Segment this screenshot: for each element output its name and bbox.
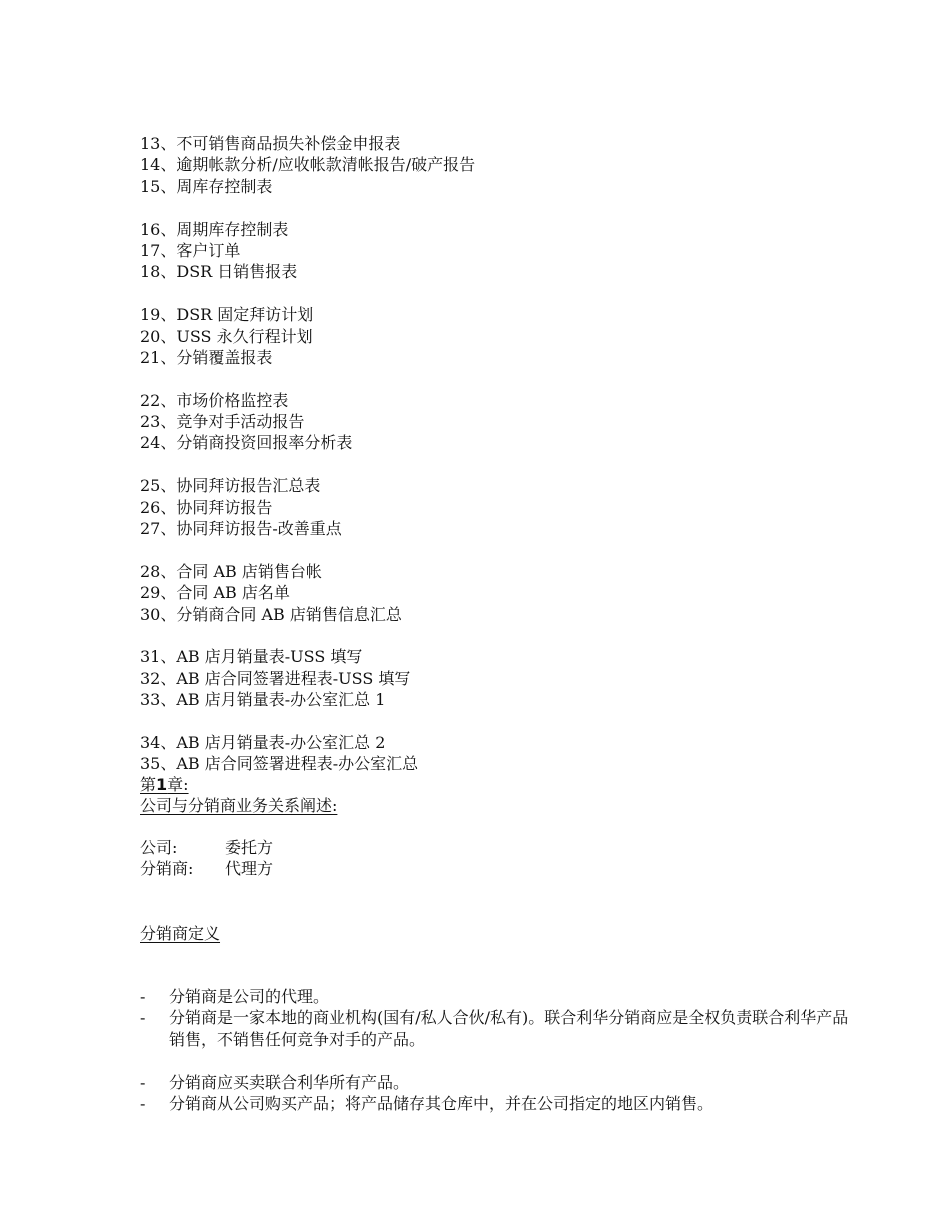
list-item: 25、协同拜访报告汇总表 — [140, 476, 321, 496]
list-item: 16、周期库存控制表 — [140, 219, 289, 239]
definition-bullets — [140, 986, 860, 1114]
company-label: 公司: — [140, 838, 178, 857]
list-item: 34、AB 店月销量表-办公室汇总 2 — [140, 732, 386, 752]
chapter-number: 1 — [156, 775, 168, 794]
list-item: 32、AB 店合同签署进程表-USS 填写 — [140, 668, 411, 688]
bullet-dash: - — [140, 1072, 146, 1092]
distributor-label: 分销商: — [140, 859, 194, 879]
blank-line — [140, 1050, 860, 1071]
distributor-role: 代理方 — [225, 859, 274, 879]
list-item: 19、DSR 固定拜访计划 — [140, 305, 314, 325]
bullet-text: 分销商是一家本地的商业机构(国有/私人合伙/私有)。联合利华分销商应是全权负责联合利华产品销售，不销售任何竞争对手的产品。 — [169, 1008, 849, 1049]
bullet-dash: - — [140, 1008, 146, 1028]
list-item: 18、DSR 日销售报表 — [140, 262, 298, 282]
chapter-heading — [140, 774, 860, 817]
list-item: 28、合同 AB 店销售台帐 — [140, 561, 322, 581]
blank-line — [140, 368, 860, 389]
bullet-item — [140, 1007, 860, 1050]
list-item: 17、客户订单 — [140, 240, 241, 260]
parties-block — [140, 837, 860, 880]
list-item: 15、周库存控制表 — [140, 176, 273, 196]
chapter-suffix: 章: — [167, 775, 189, 794]
definition-title-text: 分销商定义 — [140, 924, 221, 943]
party-row-distributor — [140, 858, 860, 879]
blank-line — [140, 454, 860, 475]
chapter-subtitle — [140, 795, 860, 816]
list-item: 30、分销商合同 AB 店销售信息汇总 — [140, 604, 402, 624]
chapter-subtitle-text: 公司与分销商业务关系阐述: — [140, 796, 338, 816]
company-role: 委托方 — [225, 838, 274, 857]
list-item: 23、竞争对手活动报告 — [140, 412, 305, 432]
list-item: 21、分销覆盖报表 — [140, 347, 273, 367]
list-item: 35、AB 店合同签署进程表-办公室汇总 — [140, 754, 419, 774]
list-item: 29、合同 AB 店名单 — [140, 583, 290, 603]
list-item: 14、逾期帐款分析/应收帐款清帐报告/破产报告 — [140, 155, 476, 175]
list-item: 33、AB 店月销量表-办公室汇总 1 — [140, 690, 386, 710]
bullet-dash: - — [140, 987, 146, 1006]
definition-title — [140, 923, 220, 944]
list-item: 20、USS 永久行程计划 — [140, 326, 313, 346]
chapter-title — [140, 774, 860, 795]
party-row-company — [140, 837, 860, 858]
bullet-text: 分销商应买卖联合利华所有产品。 — [169, 1072, 410, 1092]
list-item: 27、协同拜访报告-改善重点 — [140, 519, 342, 539]
chapter-prefix: 第 — [140, 775, 157, 794]
list-item: 22、市场价格监控表 — [140, 390, 289, 410]
bullet-text: 分销商是公司的代理。 — [169, 987, 330, 1006]
bullet-item — [140, 1093, 860, 1114]
blank-line — [140, 711, 860, 732]
list-item: 24、分销商投资回报率分析表 — [140, 433, 353, 453]
list-item: 26、协同拜访报告 — [140, 497, 273, 517]
report-list — [140, 133, 860, 775]
blank-line — [140, 283, 860, 304]
blank-line — [140, 539, 860, 560]
bullet-dash: - — [140, 1094, 146, 1114]
blank-line — [140, 625, 860, 646]
blank-line — [140, 197, 860, 218]
bullet-text: 分销商从公司购买产品；将产品储存其仓库中，并在公司指定的地区内销售。 — [169, 1094, 714, 1114]
list-item: 13、不可销售商品损失补偿金申报表 — [140, 134, 401, 153]
bullet-item — [140, 986, 860, 1007]
list-item: 31、AB 店月销量表-USS 填写 — [140, 647, 363, 667]
bullet-item — [140, 1072, 860, 1093]
